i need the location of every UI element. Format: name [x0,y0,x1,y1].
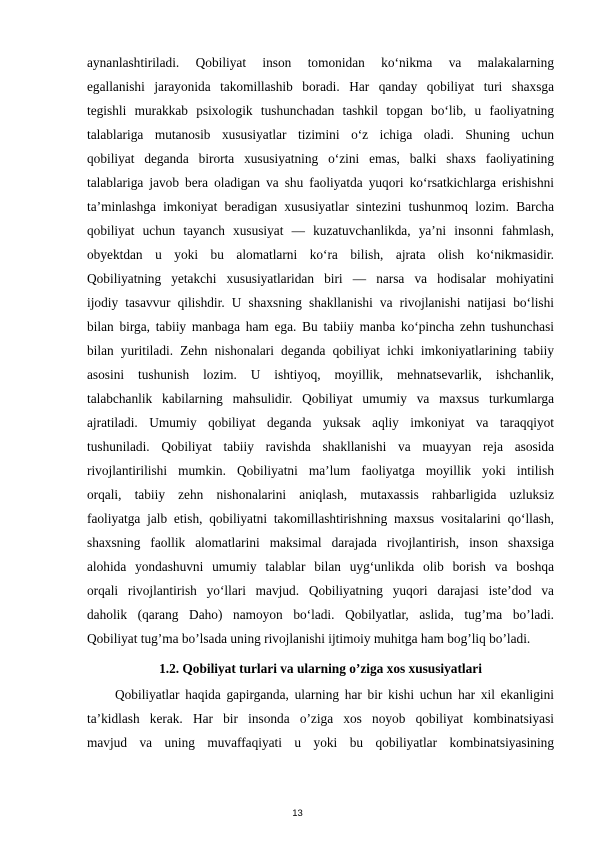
text-line: ajratiladi. Umumiy qobiliyat deganda yuksak aqliy imkoniyat va taraqqiyot [87,415,554,430]
text-line: obyektdan u yoki bu alomatlarni ko‘ra bilish, ajrata olish ko‘nikmasidir. [87,247,554,262]
text-line: talablariga javob bera oladigan va shu faoliyatda yuqori ko‘rsatkichlarga erishishni [87,175,554,190]
text-line: faoliyatga jalb etish, qobiliyatni takomillashtirishning maxsus vositalarini qo‘llash, [87,511,554,526]
text-line: asosini tushunish lozim. U ishtiyoq, moyillik, mehnatsevarlik, ishchanlik, [87,367,554,382]
text-line: bilan yuritiladi. Zehn nishonalari deganda qobiliyat ichki imkoniyatlarining tabiiy [87,343,554,358]
paragraph-2 [87,683,554,755]
text-line: tegishli murakkab psixologik tushunchadan tashkil topgan bo‘lib, u faoliyatning [87,103,554,118]
text-line: talablariga mutanosib xususiyatlar tizimini o‘z ichiga oladi. Shuning uchun [87,127,554,142]
text-line: Qobiliyatning yetakchi xususiyatlaridan biri — narsa va hodisalar mohiyatini [87,271,554,286]
page-number: 13 [292,808,303,819]
text-line: qobiliyat deganda birorta xususiyatning o‘zini emas, balki shaxs faoliyatining [87,151,554,166]
text-line: orqali rivojlantirish yo‘llari mavjud. Qobiliyatning yuqori darajasi iste’dod va [87,583,554,598]
text-line: qobiliyat uchun tayanch xususiyat — kuzatuvchanlikda, ya’ni insonni fahmlash, [87,223,554,238]
paragraph-1 [87,51,554,651]
text-line: egallanishi jarayonida takomillashib boradi. Har qanday qobiliyat turi shaxsga [87,79,554,94]
text-line: rivojlantirilishi mumkin. Qobiliyatni ma’lum faoliyatga moyillik yoki intilish [87,463,554,478]
text-line: ta’kidlash kerak. Har bir insonda o’ziga xos noyob qobiliyat kombinatsiyasi [87,711,554,726]
text-line: Qobiliyatlar haqida gapirganda, ularning har bir kishi uchun har xil ekanligini [115,687,554,702]
text-line: alohida yondashuvni umumiy talablar bilan uyg‘unlikda olib borish va boshqa [87,559,554,574]
text-line: bilan birga, tabiiy manbaga ham ega. Bu tabiiy manba ko‘pincha zehn tushunchasi [87,319,554,334]
text-line: orqali, tabiiy zehn nishonalarini aniqlash, mutaxassis rahbarligida uzluksiz [87,487,554,502]
section-heading: 1.2. Qobiliyat turlari va ularning o’ziga xos xususiyatlari [159,661,482,676]
text-line: Qobiliyat tug’ma bo’lsada uning rivojlanishi ijtimoiy muhitga ham bog’liq bo’ladi. [87,631,531,646]
text-line: tushuniladi. Qobiliyat tabiiy ravishda shakllanishi va muayyan reja asosida [87,439,554,454]
text-line: ijodiy tasavvur qilishdir. U shaxsning shakllanishi va rivojlanishi natijasi bo‘lishi [87,295,554,310]
text-line: shaxsning faollik alomatlarini maksimal darajada rivojlantirish, inson shaxsiga [87,535,554,550]
text-line: daholik (qarang Daho) namoyon bo‘ladi. Qobilyatlar, aslida, tug’ma bo’ladi. [87,607,554,622]
text-line: aynanlashtiriladi. Qobiliyat inson tomonidan ko‘nikma va malakalarning [87,55,554,70]
text-line: mavjud va uning muvaffaqiyati u yoki bu qobiliyatlar kombinatsiyasining [87,735,554,750]
text-line: talabchanlik kabilarning mahsulidir. Qobiliyat umumiy va maxsus turkumlarga [87,391,554,406]
text-line: ta’minlashga imkoniyat beradigan xususiyatlar sintezini tushunmoq lozim. Barcha [87,199,554,214]
document-page [87,51,554,755]
